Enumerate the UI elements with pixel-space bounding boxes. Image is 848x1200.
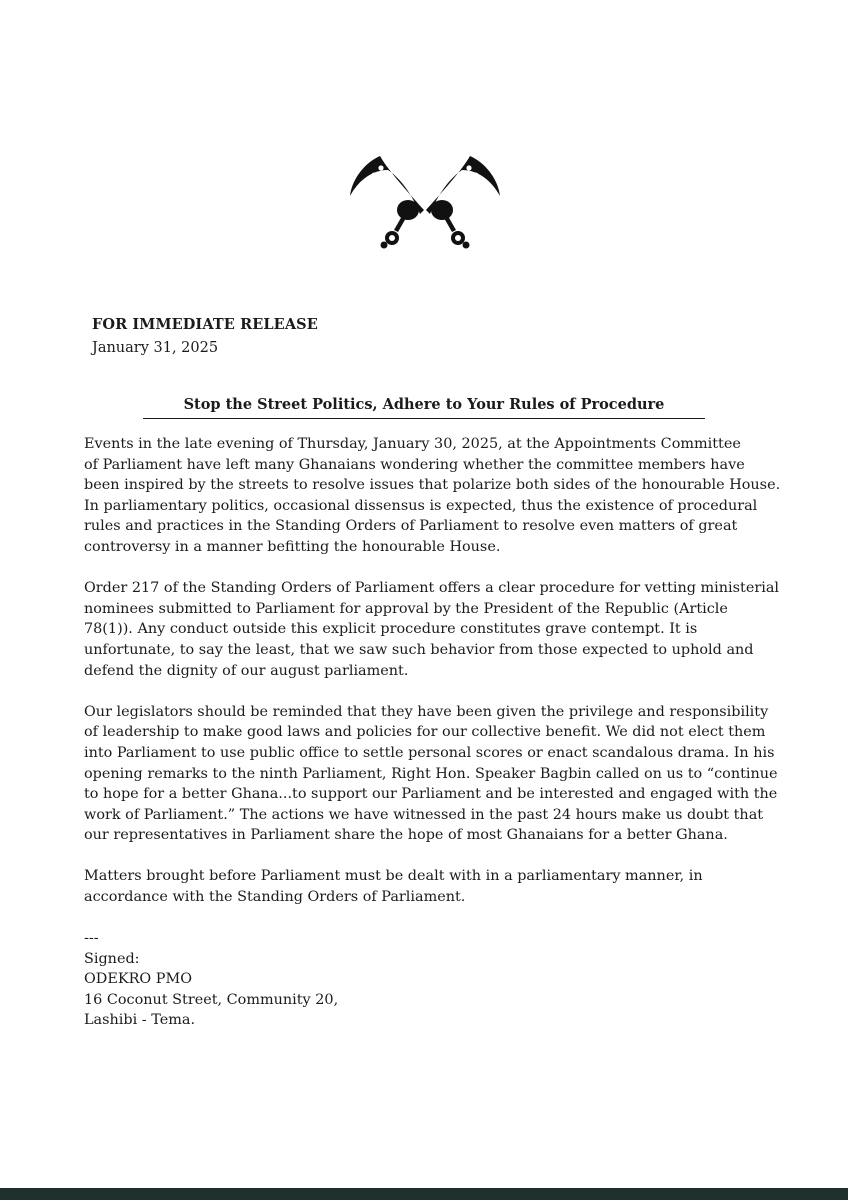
signature-separator: ---: [84, 930, 99, 946]
paragraph: Order 217 of the Standing Orders of Parliament offers a clear procedure for vetting ministerial nominees submitted to Parliament for approval by the President of the Republic (Article 78(1)). Any conduct outside this explicit procedure constitutes grave contempt. It is unfortunate, to say the least, that we saw such behavior from those expected to uphold and defend the dignity of our august parliament.: [84, 580, 780, 679]
organization-name: ODEKRO PMO: [84, 971, 193, 988]
title-underline: [143, 418, 705, 419]
signed-label: Signed:: [84, 950, 140, 967]
paragraph: Events in the late evening of Thursday, January 30, 2025, at the Appointments Committee of Parliament have left many Ghanaians wondering whether the committee members have been inspired by the streets to resolve issues that polarize both sides of the honourable House. In parliamentary politics, occasional dissensus is expected, thus the existence of procedural rules and practices in the Standing Orders of Parliament to resolve even matters of great controversy in a manner befitting the honourable House.: [84, 436, 781, 555]
release-label: FOR IMMEDIATE RELEASE: [92, 316, 318, 333]
document-title: Stop the Street Politics, Adhere to Your Rules of Procedure: [183, 396, 665, 413]
document-title-block: [143, 396, 705, 419]
signature-block: [84, 928, 338, 1031]
bottom-bar: [0, 1188, 848, 1200]
address-line: 16 Coconut Street, Community 20,: [84, 991, 339, 1008]
release-date: January 31, 2025: [92, 340, 219, 356]
paragraph: Matters brought before Parliament must be dealt with in a parliamentary manner, in accordance with the Standing Orders of Parliament.: [84, 868, 703, 906]
crossed-swords-emblem-icon: [340, 148, 510, 268]
document-body: [84, 434, 781, 928]
address-line: Lashibi - Tema.: [84, 1012, 196, 1029]
paragraph: Our legislators should be reminded that they have been given the privilege and responsibility of leadership to make good laws and policies for our collective benefit. We did not elect them into Parliament to use public office to settle personal scores or enact scandalous drama. In his opening remarks to the ninth Parliament, Right Hon. Speaker Bagbin called on us to “continue to hope for a better Ghana...to support our Parliament and be interested and engaged with the work of Parliament.” The actions we have witnessed in the past 24 hours make us doubt that our representatives in Parliament share the hope of most Ghanaians for a better Ghana.: [84, 703, 778, 844]
